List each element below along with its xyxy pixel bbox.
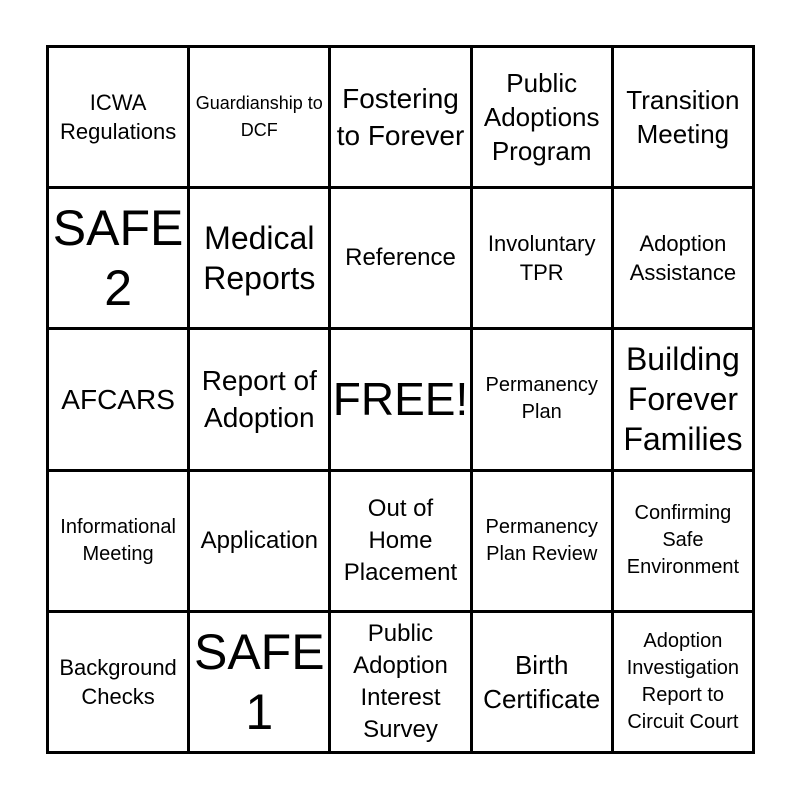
bingo-cell-r4c5[interactable] xyxy=(614,472,752,610)
bingo-cell-r2c2[interactable] xyxy=(190,189,328,327)
bingo-cell-r4c4[interactable] xyxy=(473,472,611,610)
bingo-cell-label: Medical Reports xyxy=(203,220,316,297)
bingo-cell-r1c3[interactable] xyxy=(331,48,469,186)
bingo-cell-r5c1[interactable] xyxy=(49,613,187,751)
bingo-cell-label: Fostering to Forever xyxy=(336,83,465,152)
bingo-cell-label: Public Adoptions Program xyxy=(483,68,600,167)
bingo-cell-r2c3[interactable] xyxy=(331,189,469,327)
bingo-cell-r3c1[interactable] xyxy=(49,330,187,468)
bingo-cell-label: Building Forever Families xyxy=(623,341,743,458)
bingo-cell-r2c5[interactable] xyxy=(614,189,752,327)
bingo-cell-label: Background Checks xyxy=(59,654,177,709)
bingo-cell-label: Confirming Safe Environment xyxy=(626,502,740,579)
bingo-cell-label: Guardianship to DCF xyxy=(195,93,323,141)
bingo-cell-free-space[interactable] xyxy=(331,330,469,468)
bingo-cell-label: Birth Certificate xyxy=(483,649,601,714)
bingo-cell-label: Adoption Assistance xyxy=(629,231,737,286)
bingo-cell-r1c1[interactable] xyxy=(49,48,187,186)
bingo-cell-label: Involuntary TPR xyxy=(487,231,596,286)
bingo-cell-r5c4[interactable] xyxy=(473,613,611,751)
bingo-cell-r3c4[interactable] xyxy=(473,330,611,468)
bingo-cell-label: Report of Adoption xyxy=(201,365,317,434)
bingo-cell-r5c3[interactable] xyxy=(331,613,469,751)
bingo-cell-r2c1[interactable] xyxy=(49,189,187,327)
bingo-cell-r5c2[interactable] xyxy=(190,613,328,751)
bingo-cell-label: Public Adoption Interest Survey xyxy=(353,619,448,743)
bingo-cell-label: AFCARS xyxy=(61,383,175,415)
bingo-cell-label: SAFE 2 xyxy=(52,200,184,317)
bingo-cell-r1c5[interactable] xyxy=(614,48,752,186)
bingo-cell-label: Permanency Plan xyxy=(485,374,598,424)
bingo-cell-r4c3[interactable] xyxy=(331,472,469,610)
bingo-cell-label: SAFE 1 xyxy=(193,623,325,740)
bingo-cell-label: Permanency Plan Review xyxy=(485,515,598,565)
bingo-cell-r2c4[interactable] xyxy=(473,189,611,327)
bingo-cell-label: Application xyxy=(200,526,318,554)
bingo-cell-r5c5[interactable] xyxy=(614,613,752,751)
bingo-cell-r3c2[interactable] xyxy=(190,330,328,468)
bingo-cell-label: Adoption Investigation Report to Circuit Court xyxy=(626,629,740,733)
bingo-cell-label: Reference xyxy=(345,244,456,272)
bingo-board xyxy=(46,45,755,754)
bingo-cell-r4c1[interactable] xyxy=(49,472,187,610)
bingo-cell-label: ICWA Regulations xyxy=(60,90,177,145)
bingo-cell-r3c5[interactable] xyxy=(614,330,752,468)
bingo-cell-label: Out of Home Placement xyxy=(343,494,458,586)
bingo-cell-label: Informational Meeting xyxy=(60,515,176,565)
bingo-cell-r4c2[interactable] xyxy=(190,472,328,610)
bingo-cell-r1c2[interactable] xyxy=(190,48,328,186)
bingo-cell-r1c4[interactable] xyxy=(473,48,611,186)
free-space-label: FREE! xyxy=(332,373,469,426)
bingo-cell-label: Transition Meeting xyxy=(626,85,740,150)
